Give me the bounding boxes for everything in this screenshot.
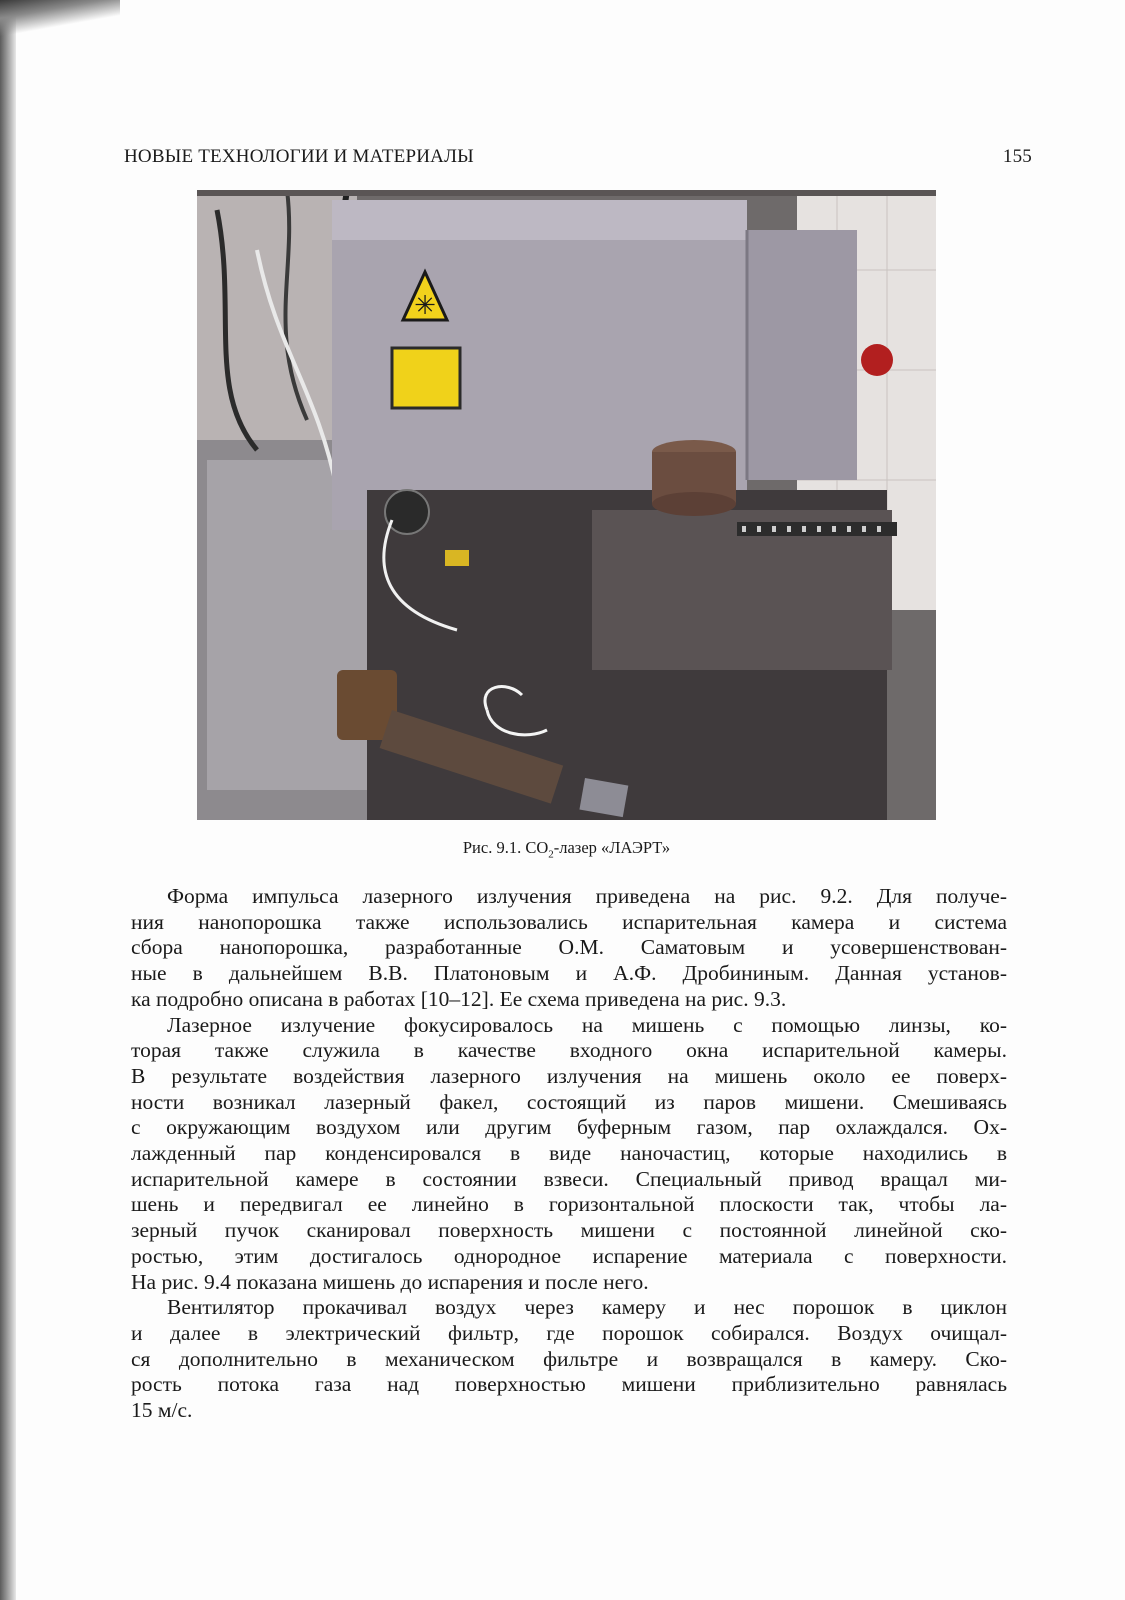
text-line: шень и передвигал ее линейно в горизонтальной плоскости так, чтобы ла- bbox=[131, 1192, 1007, 1217]
book-spine-shadow bbox=[0, 0, 16, 1600]
svg-text:✳: ✳ bbox=[414, 291, 436, 321]
body-text bbox=[131, 884, 1007, 1424]
figure-caption bbox=[197, 838, 936, 860]
text-line: ные в дальнейшем В.В. Платоновым и А.Ф. Дробининым. Данная установ- bbox=[131, 961, 1007, 986]
section-title: НОВЫЕ ТЕХНОЛОГИИ И МАТЕРИАЛЫ bbox=[124, 146, 474, 167]
text-line: лажденный пар конденсировался в виде наночастиц, которые находились в bbox=[131, 1141, 1007, 1166]
text-line: ния нанопорошка также использовались испарительная камера и система bbox=[131, 909, 1007, 934]
text-line: рость потока газа над поверхностью мишени приблизительно равнялась bbox=[131, 1372, 1007, 1397]
text-line: зерный пучок сканировал поверхность мишени с постоянной линейной ско- bbox=[131, 1218, 1007, 1243]
text-line: ростью, этим достигалось однородное испарение материала с поверхности. bbox=[131, 1243, 1007, 1268]
text-line: и далее в электрический фильтр, где порошок собирался. Воздух очищал- bbox=[131, 1320, 1007, 1345]
paragraph-3 bbox=[131, 1295, 1007, 1424]
text-line: ка подробно описана в работах [10–12]. Ее схема приведена на рис. 9.3. bbox=[131, 986, 787, 1011]
paragraph-1 bbox=[131, 884, 1007, 1013]
text-line: испарительной камере в состоянии взвеси. Специальный привод вращал ми- bbox=[131, 1166, 1007, 1191]
caption-subscript: 2 bbox=[548, 848, 554, 861]
text-line: Форма импульса лазерного излучения приведена на рис. 9.2. Для получе- bbox=[167, 884, 1007, 908]
text-line: Вентилятор прокачивал воздух через камеру и нес порошок в циклон bbox=[167, 1295, 1007, 1320]
text-line: с окружающим воздухом или другим буферным газом, пар охлаждался. Ох- bbox=[131, 1115, 1007, 1140]
text-line: торая также служила в качестве входного окна испарительной камеры. bbox=[131, 1038, 1007, 1063]
laser-photo bbox=[197, 190, 936, 820]
paragraph-2 bbox=[131, 1013, 1007, 1296]
text-line: ся дополнительно в механическом фильтре и возвращался в камеру. Ско- bbox=[131, 1346, 1007, 1371]
text-line: ности возникал лазерный факел, состоящий из паров мишени. Смешиваясь bbox=[131, 1089, 1007, 1114]
running-header bbox=[124, 146, 1032, 168]
caption-prefix: Рис. 9.1. CO bbox=[462, 838, 549, 857]
text-line: сбора нанопорошка, разработанные О.М. Саматовым и усовершенствован- bbox=[131, 935, 1007, 960]
text-line: Лазерное излучение фокусировалось на мишень с помощью линзы, ко- bbox=[167, 1012, 1007, 1037]
text-line: На рис. 9.4 показана мишень до испарения и после него. bbox=[131, 1269, 649, 1294]
page-number: 155 bbox=[1002, 146, 1032, 167]
page-corner-shadow bbox=[0, 0, 120, 40]
text-line: 15 м/с. bbox=[131, 1398, 193, 1423]
text-line: В результате воздействия лазерного излучения на мишень около ее поверх- bbox=[131, 1063, 1007, 1088]
caption-suffix: -лазер «ЛАЭРТ» bbox=[553, 838, 671, 857]
